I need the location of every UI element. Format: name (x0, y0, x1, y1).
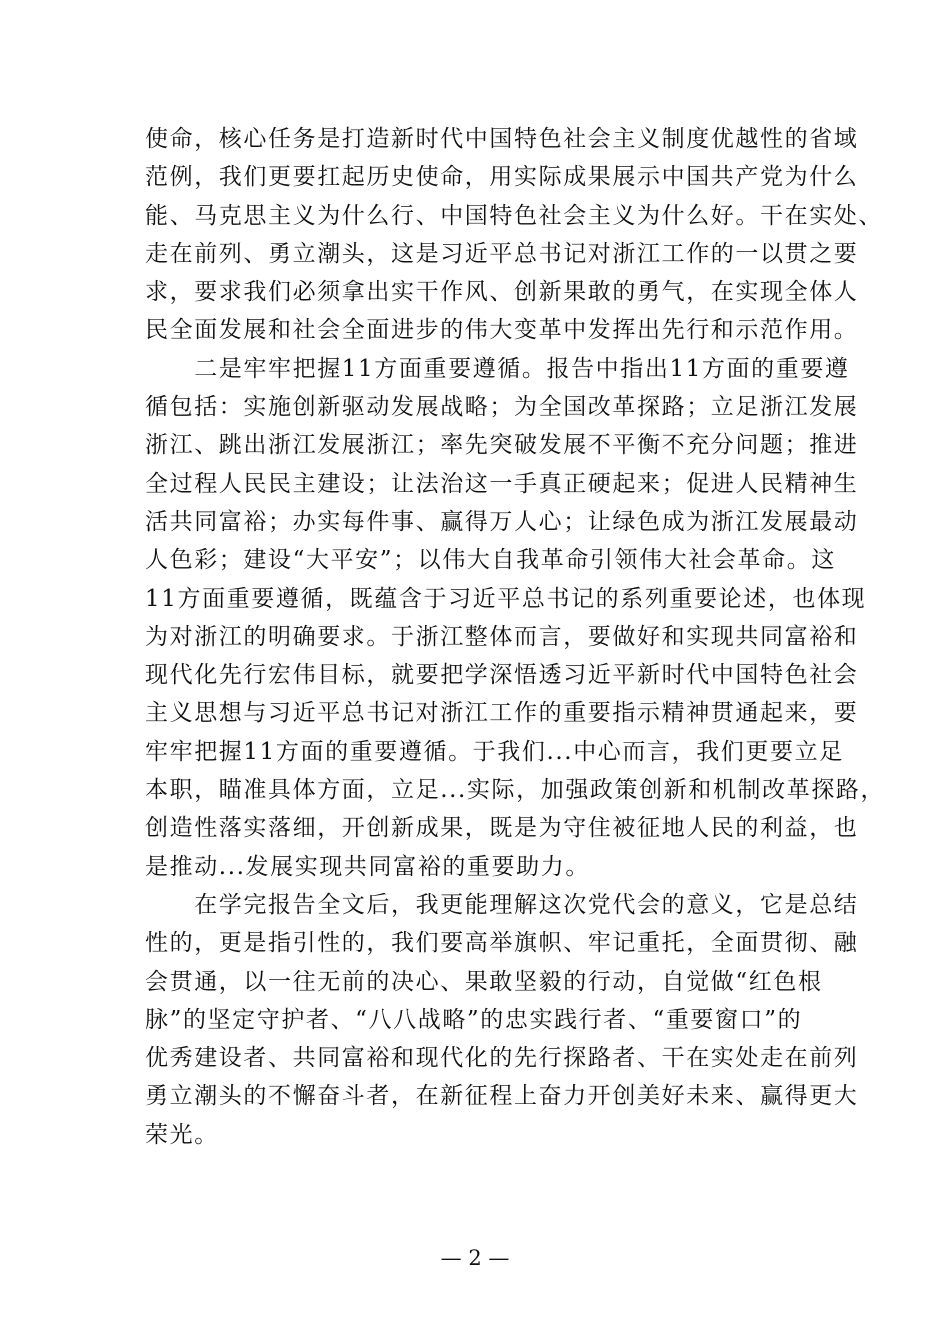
text-line: 全过程人民民主建设；让法治这一手真正硬起来；促进人民精神生 (145, 470, 859, 497)
document-body (145, 120, 886, 1154)
text-line: 本职，瞄准具体方面，立足...实际，加强政策创新和机制改革探路， (145, 777, 886, 804)
text-line: 二是牢牢把握11方面重要遵循。报告中指出11方面的重要遵 (145, 355, 850, 382)
text-line: 创造性落实落细，开创新成果，既是为守住被征地人民的利益，也 (145, 815, 859, 842)
text-line: 11方面重要遵循，既蕴含于习近平总书记的系列重要论述，也体现 (145, 585, 867, 612)
text-line: 勇立潮头的不懈奋斗者，在新征程上奋力开创美好未来、赢得更大 (145, 1083, 859, 1110)
text-line: 范例，我们更要扛起历史使命，用实际成果展示中国共产党为什么 (145, 164, 859, 191)
text-line: 会贯通，以一往无前的决心、果敢坚毅的行动，自觉做“红色根 (145, 968, 823, 995)
text-line: 浙江、跳出浙江发展浙江；率先突破发展不平衡不充分问题；推进 (145, 432, 859, 459)
text-line: 在学完报告全文后，我更能理解这次党代会的意义，它是总结 (145, 891, 859, 918)
text-line: 是推动...发展实现共同富裕的重要助力。 (145, 853, 590, 880)
text-line: 牢牢把握11方面的重要遵循。于我们...中心而言，我们更要立足 (145, 738, 844, 765)
text-line: 能、马克思主义为什么行、中国特色社会主义为什么好。干在实处、 (145, 202, 883, 229)
text-line: 求，要求我们必须拿出实干作风、创新果敢的勇气，在实现全体人 (145, 279, 859, 306)
text-line: 性的，更是指引性的，我们要高举旗帜、牢记重托，全面贯彻、融 (145, 930, 859, 957)
text-line: 主义思想与习近平总书记对浙江工作的重要指示精神贯通起来，要 (145, 700, 859, 727)
text-line: 循包括：实施创新驱动发展战略；为全国改革探路；立足浙江发展 (145, 394, 859, 421)
text-line: 使命，核心任务是打造新时代中国特色社会主义制度优越性的省域 (145, 126, 859, 152)
text-line: 活共同富裕；办实每件事、赢得万人心；让绿色成为浙江发展最动 (145, 508, 859, 535)
text-line: 脉”的坚定守护者、“八八战略”的忠实践行者、“重要窗口”的 (145, 1006, 803, 1033)
text-line: 优秀建设者、共同富裕和现代化的先行探路者、干在实处走在前列 (145, 1045, 859, 1072)
text-line: 荣光。 (145, 1121, 219, 1148)
page-number: — 2 — (440, 1246, 510, 1270)
text-line: 现代化先行宏伟目标，就要把学深悟透习近平新时代中国特色社会 (145, 662, 859, 689)
text-line: 为对浙江的明确要求。于浙江整体而言，要做好和实现共同富裕和 (145, 623, 859, 650)
text-line: 人色彩；建设“大平安”；以伟大自我革命引领伟大社会革命。这 (145, 547, 836, 574)
text-line: 走在前列、勇立潮头，这是习近平总书记对浙江工作的一以贯之要 (145, 240, 859, 267)
text-line: 民全面发展和社会全面进步的伟大变革中发挥出先行和示范作用。 (145, 317, 859, 344)
